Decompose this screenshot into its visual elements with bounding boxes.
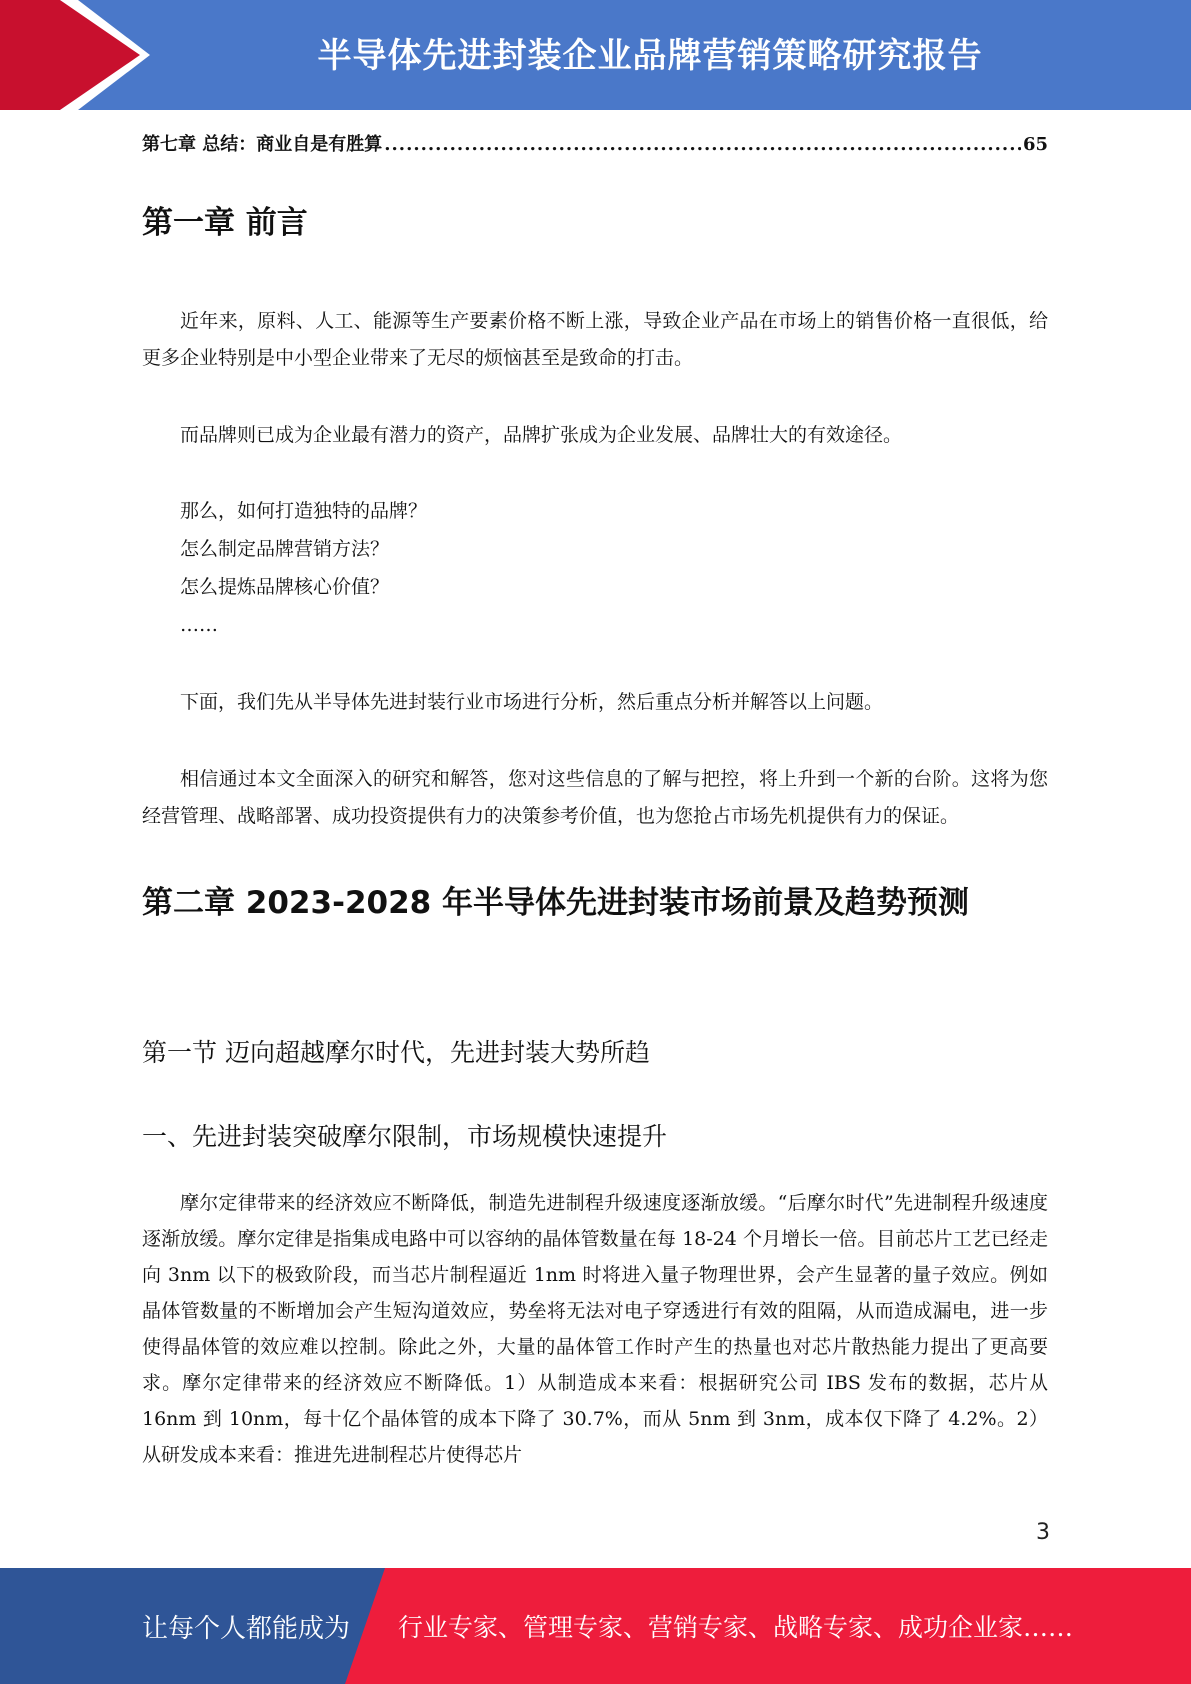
chapter-1-title: 第一章 前言 (142, 205, 308, 241)
chapter-1-paragraph-4: 相信通过本文全面深入的研究和解答，您对这些信息的了解与把控，将上升到一个新的台阶。这将为您经营管理、战略部署、成功投资提供有力的决策参考价值，也为您抢占市场先机提供有力的保证。 (142, 768, 1048, 827)
chapter-1-paragraph-3: 下面，我们先从半导体先进封装行业市场进行分析，然后重点分析并解答以上问题。 (180, 691, 884, 713)
footer-banner (0, 1568, 1191, 1684)
question-1: 那么，如何打造独特的品牌？ (180, 500, 428, 522)
chapter-1-paragraph-2: 而品牌则已成为企业最有潜力的资产，品牌扩张成为企业发展、品牌壮大的有效途径。 (180, 424, 903, 446)
question-2: 怎么制定品牌营销方法？ (180, 538, 390, 560)
header-banner (0, 0, 1191, 110)
document-body (142, 195, 1048, 1473)
chapter-2-paragraph-1: 摩尔定律带来的经济效应不断降低，制造先进制程升级速度逐渐放缓。“后摩尔时代”先进制程升级速度逐渐放缓。摩尔定律是指集成电路中可以容纳的晶体管数量在每 18-24 个月增长一倍。目前芯片工艺已经走向 3nm 以下的极致阶段，而当芯片制程逼近 1nm 时将进入量子物理世界，会产生显著的量子效应。例如晶体管数量的不断增加会产生短沟道效应，势垒将无法对电子穿透进行有效的阻隔，从而造成漏电，进一步使得晶体管的效应难以控制。除此之外，大量的晶体管工作时产生的热量也对芯片散热能力提出了更高要求。摩尔定律带来的经济效应不断降低。1）从制造成本来看：根据研究公司 IBS 发布的数据，芯片从 16nm 到 10nm，每十亿个晶体管的成本下降了 30.7%，而从 5nm 到 3nm，成本仅下降了 4.2%。2）从研发成本来看：推进先进制程芯片使得芯片 (142, 1192, 1048, 1466)
toc-leader-dots (384, 134, 1021, 155)
toc-entry[interactable] (142, 130, 1048, 156)
subsection-1-title: 一、先进封装突破摩尔限制，市场规模快速提升 (142, 1122, 668, 1151)
ellipsis: …… (180, 614, 218, 636)
question-3: 怎么提炼品牌核心价值？ (180, 576, 390, 598)
toc-page-number: 65 (1022, 134, 1048, 155)
footer-slogan-left: 让每个人都能成为 (142, 1613, 351, 1644)
toc-entry-label: 第七章 总结：商业自是有胜算 (142, 134, 383, 155)
chapter-1-paragraph-1: 近年来，原料、人工、能源等生产要素价格不断上涨，导致企业产品在市场上的销售价格一直很低，给更多企业特别是中小型企业带来了无尽的烦恼甚至是致命的打击。 (142, 310, 1048, 369)
page-number: 3 (1036, 1520, 1050, 1545)
chapter-2-title: 第二章 2023-2028 年半导体先进封装市场前景及趋势预测 (142, 885, 970, 921)
report-title: 半导体先进封装企业品牌营销策略研究报告 (317, 35, 983, 76)
footer-slogan-right: 行业专家、管理专家、营销专家、战略专家、成功企业家…… (398, 1613, 1074, 1642)
section-1-title: 第一节 迈向超越摩尔时代，先进封装大势所趋 (142, 1038, 650, 1067)
